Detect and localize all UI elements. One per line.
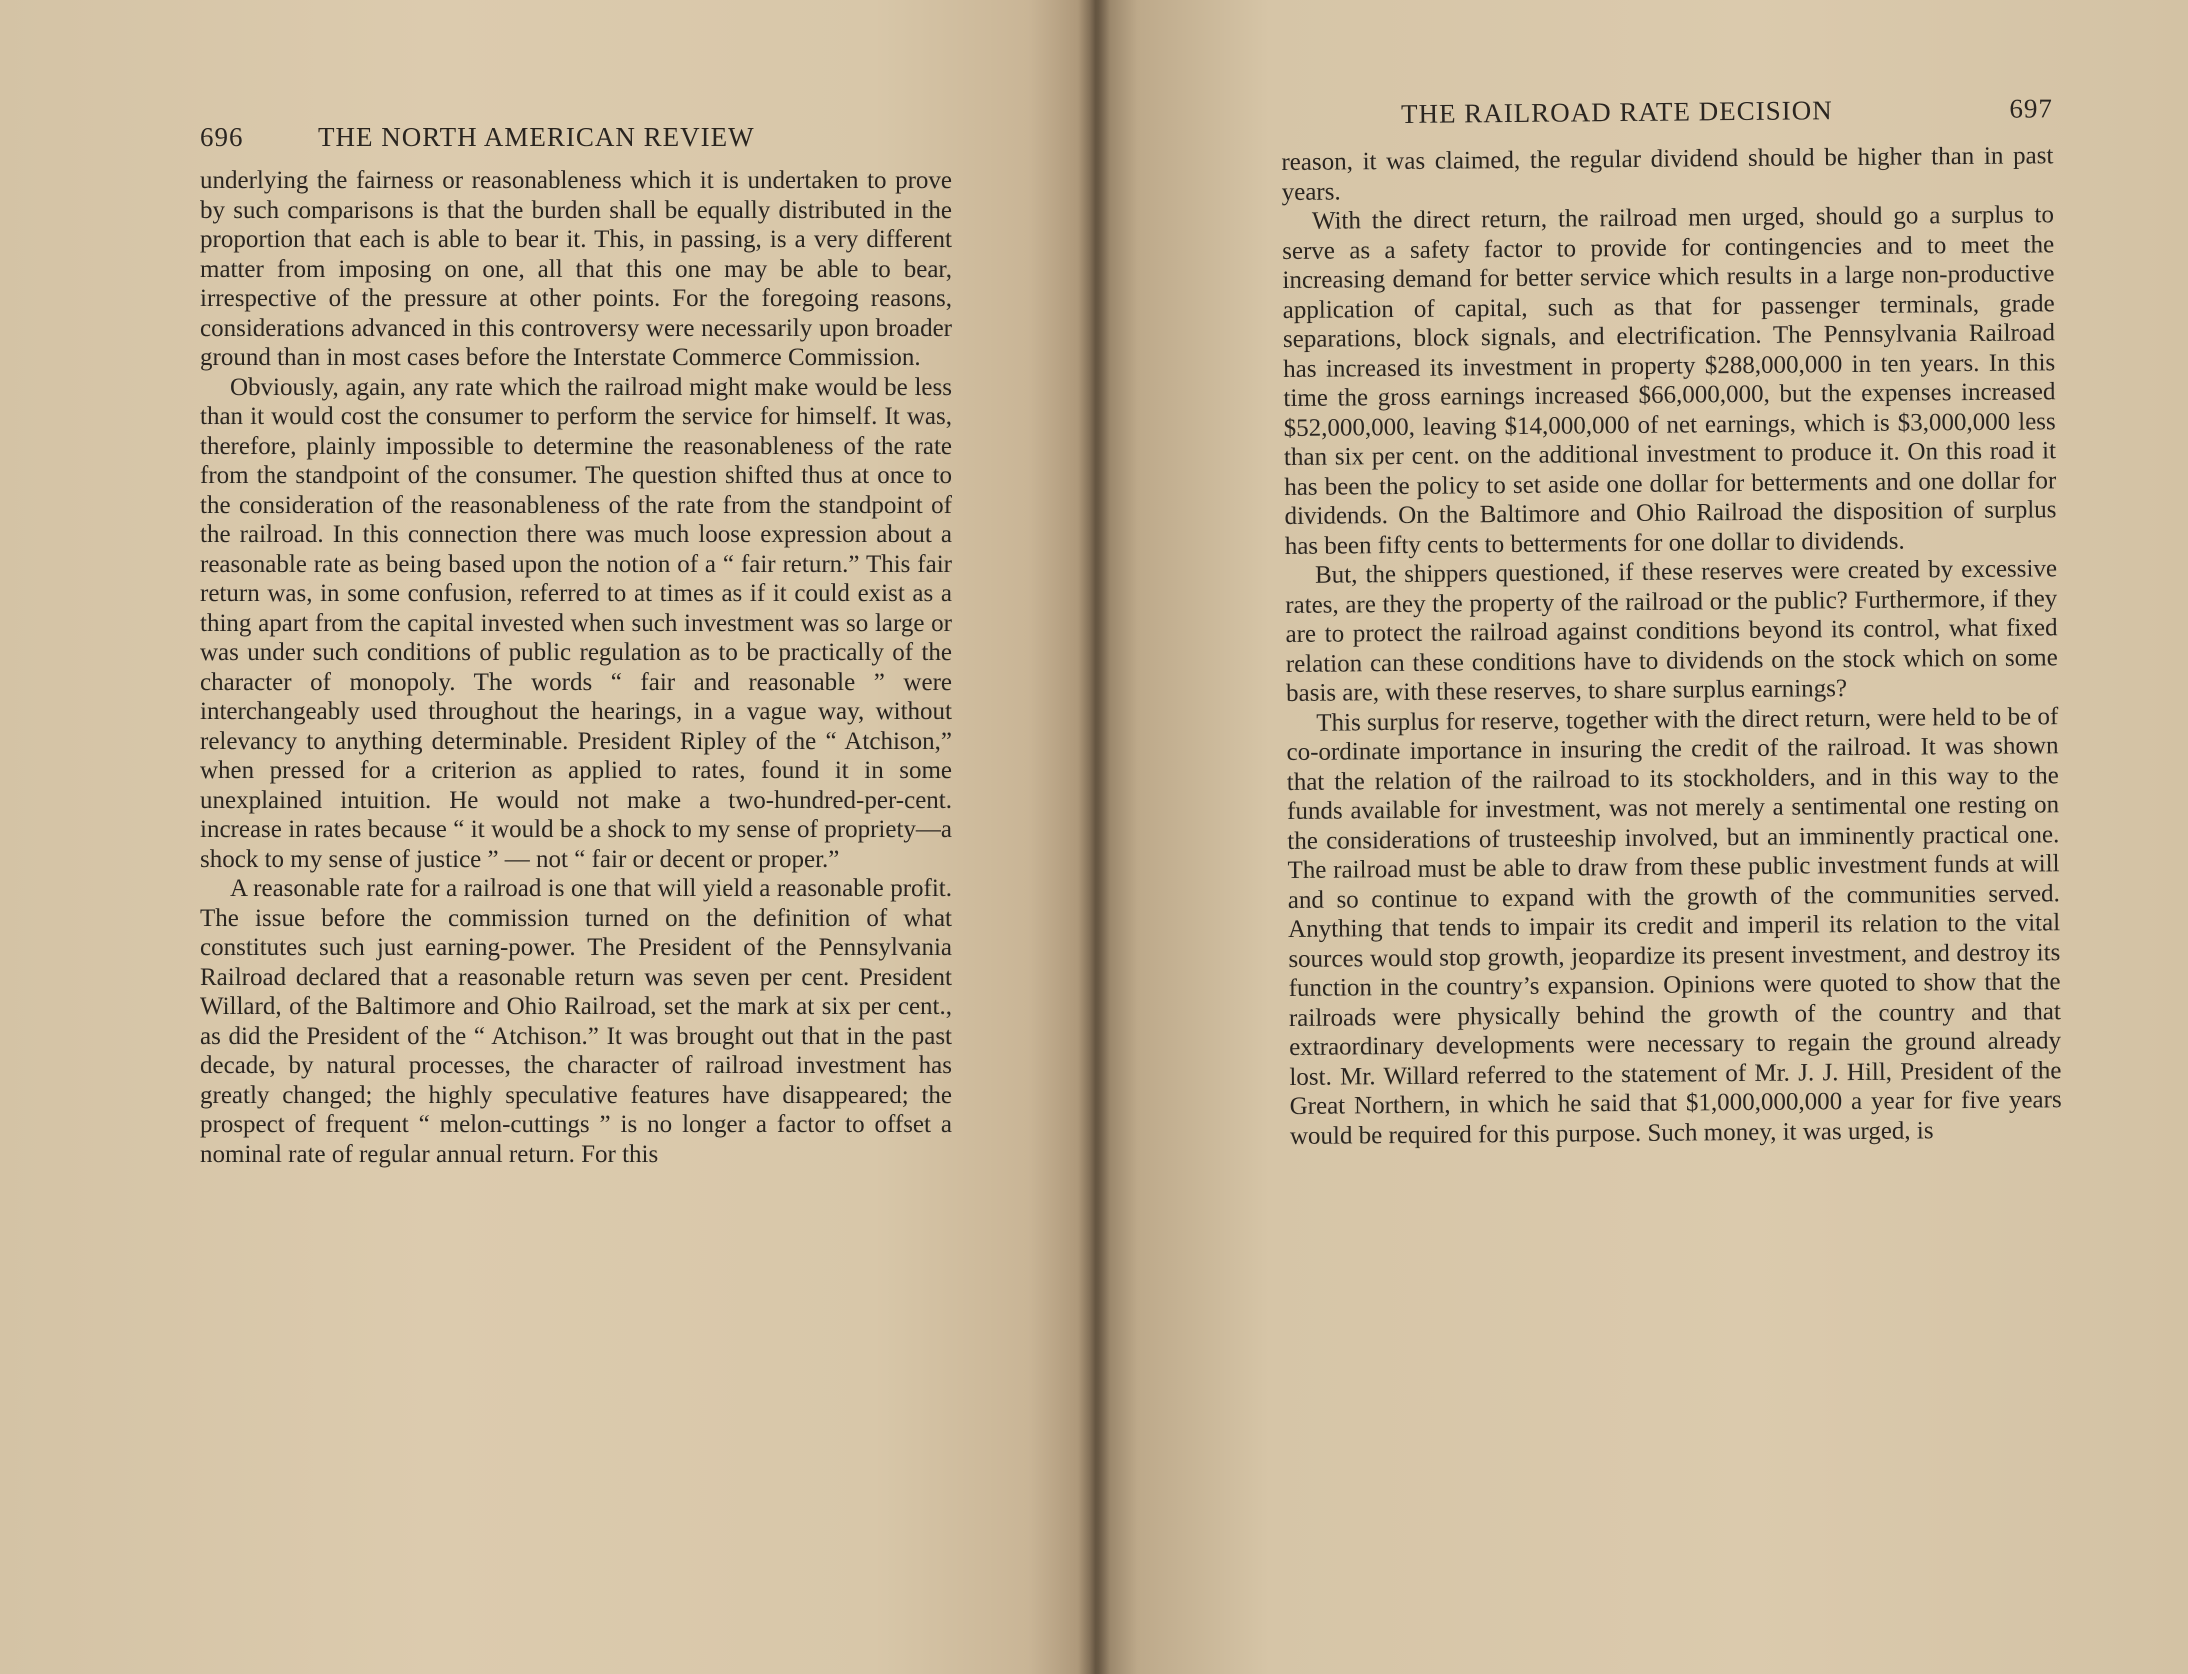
paragraph: reason, it was claimed, the regular dividend should be higher than in past years. — [1281, 142, 2054, 206]
page-number-right: 697 — [2009, 93, 2054, 124]
left-page — [200, 0, 952, 1674]
left-body-text — [200, 166, 952, 1169]
paragraph: underlying the fairness or reasonableness which it is undertaken to prove by such comparisons is that the burden shall be equally distributed in the proportion that each is able to bear it. This, in passing, is a very different matter from imposing on one, all that this one may be able to bear, irrespective of the pressure at other points. For the foregoing reasons, considerations advanced in this controversy were necessarily upon broader ground than in most cases before the Interstate Commerce Commission. — [200, 167, 952, 371]
paragraph: A reasonable rate for a railroad is one that will yield a reasonable profit. The issue before the commission turned on the definition of what constitutes such just earning-power. The President of the Pennsylvania Railroad declared that a reasonable return was seven per cent. President Willard, of the Baltimore and Ohio Railroad, set the mark at six per cent., as did the President of the “ Atchison.” It was brought out that in the past decade, by natural processes, the character of railroad investment has greatly changed; the highly speculative features have disappeared; the prospect of frequent “ melon-cuttings ” is no longer a factor to offset a nominal rate of regular annual return. For this — [200, 875, 952, 1168]
article-title-head: THE RAILROAD RATE DECISION — [1400, 95, 1833, 129]
right-running-head — [1281, 93, 2053, 134]
paragraph: With the direct return, the railroad men urged, should go a surplus to serve as a safety factor to provide for contingencies and to meet the increasing demand for better service which results in a large non-productive application of capital, such as that for passenger terminals, grade separations, block signals, and electrification. The Pennsylvania Railroad has increased its investment in property $288,000,000 in ten years. In this time the gross earnings increased $66,000,000, but the expenses increased $52,000,000, leaving $14,000,000 of net earnings, which is $3,000,000 less than six per cent. on the additional investment to produce it. On this road it has been the policy to set aside one dollar for betterments and one dollar for dividends. On the Baltimore and Ohio Railroad the disposition of surplus has been fifty cents to betterments for one dollar to dividends. — [1282, 201, 2057, 560]
book-spine — [1078, 0, 1110, 1674]
paragraph: But, the shippers questioned, if these reserves were created by excessive rates, are they the property of the railroad or the public? Furthermore, if they are to protect the railroad against conditions beyond its control, what fixed relation can these conditions have to dividends on the stock which on some basis are, with these reserves, to share surplus earnings? — [1285, 555, 2058, 707]
paragraph: Obviously, again, any rate which the railroad might make would be less than it would cost the consumer to perform the service for himself. It was, therefore, plainly impossible to determine the reasonableness of the rate from the standpoint of the consumer. The question shifted thus at once to the consideration of the reasonableness of the rate from the standpoint of the railroad. In this connection there was much loose expression about a reasonable rate as being based upon the notion of a “ fair return.” This fair return was, in some confusion, referred to at times as if it could exist as a thing apart from the capital invested when such investment was so large or was under such conditions of public regulation as to be practically of the character of monopoly. The words “ fair and reasonable ” were interchangeably used throughout the hearings, in a vague way, without relevancy to anything determinable. President Ripley of the “ Atchison,” when pressed for a criterion as applied to rates, found it in some unexplained intuition. He would not make a two-hundred-per-cent. increase in rates because “ it would be a shock to my sense of propriety—a shock to my sense of justice ” — not “ fair or decent or proper.” — [200, 373, 952, 873]
paragraph: This surplus for reserve, together with the direct return, were held to be of co-ordinate importance in insuring the credit of the railroad. It was shown that the relation of the railroad to its stockholders, and in this way to the funds available for investment, was not merely a sentimental one resting on the considerations of trusteeship involved, but an imminently practical one. The railroad must be able to draw from these public investment funds at will and so continue to expand with the growth of the communities served. Anything that tends to impair its credit and imperil its relation to the vital sources would stop growth, jeopardize its present investment, and destroy its function in the country’s expansion. Opinions were quoted to show that the railroads were physically behind the growth of the country and that extraordinary developments were necessary to regain the ground already lost. Mr. Willard referred to the statement of Mr. J. J. Hill, President of the Great Northern, in which he said that $1,000,000,000 a year for five years would be required for this purpose. Such money, it was urged, is — [1286, 702, 2062, 1150]
left-running-head — [200, 122, 952, 156]
journal-title-head: THE NORTH AMERICAN REVIEW — [318, 122, 755, 152]
page-number-left: 696 — [200, 122, 244, 152]
right-page — [1280, 0, 2067, 1674]
right-body-text — [1281, 141, 2062, 1151]
